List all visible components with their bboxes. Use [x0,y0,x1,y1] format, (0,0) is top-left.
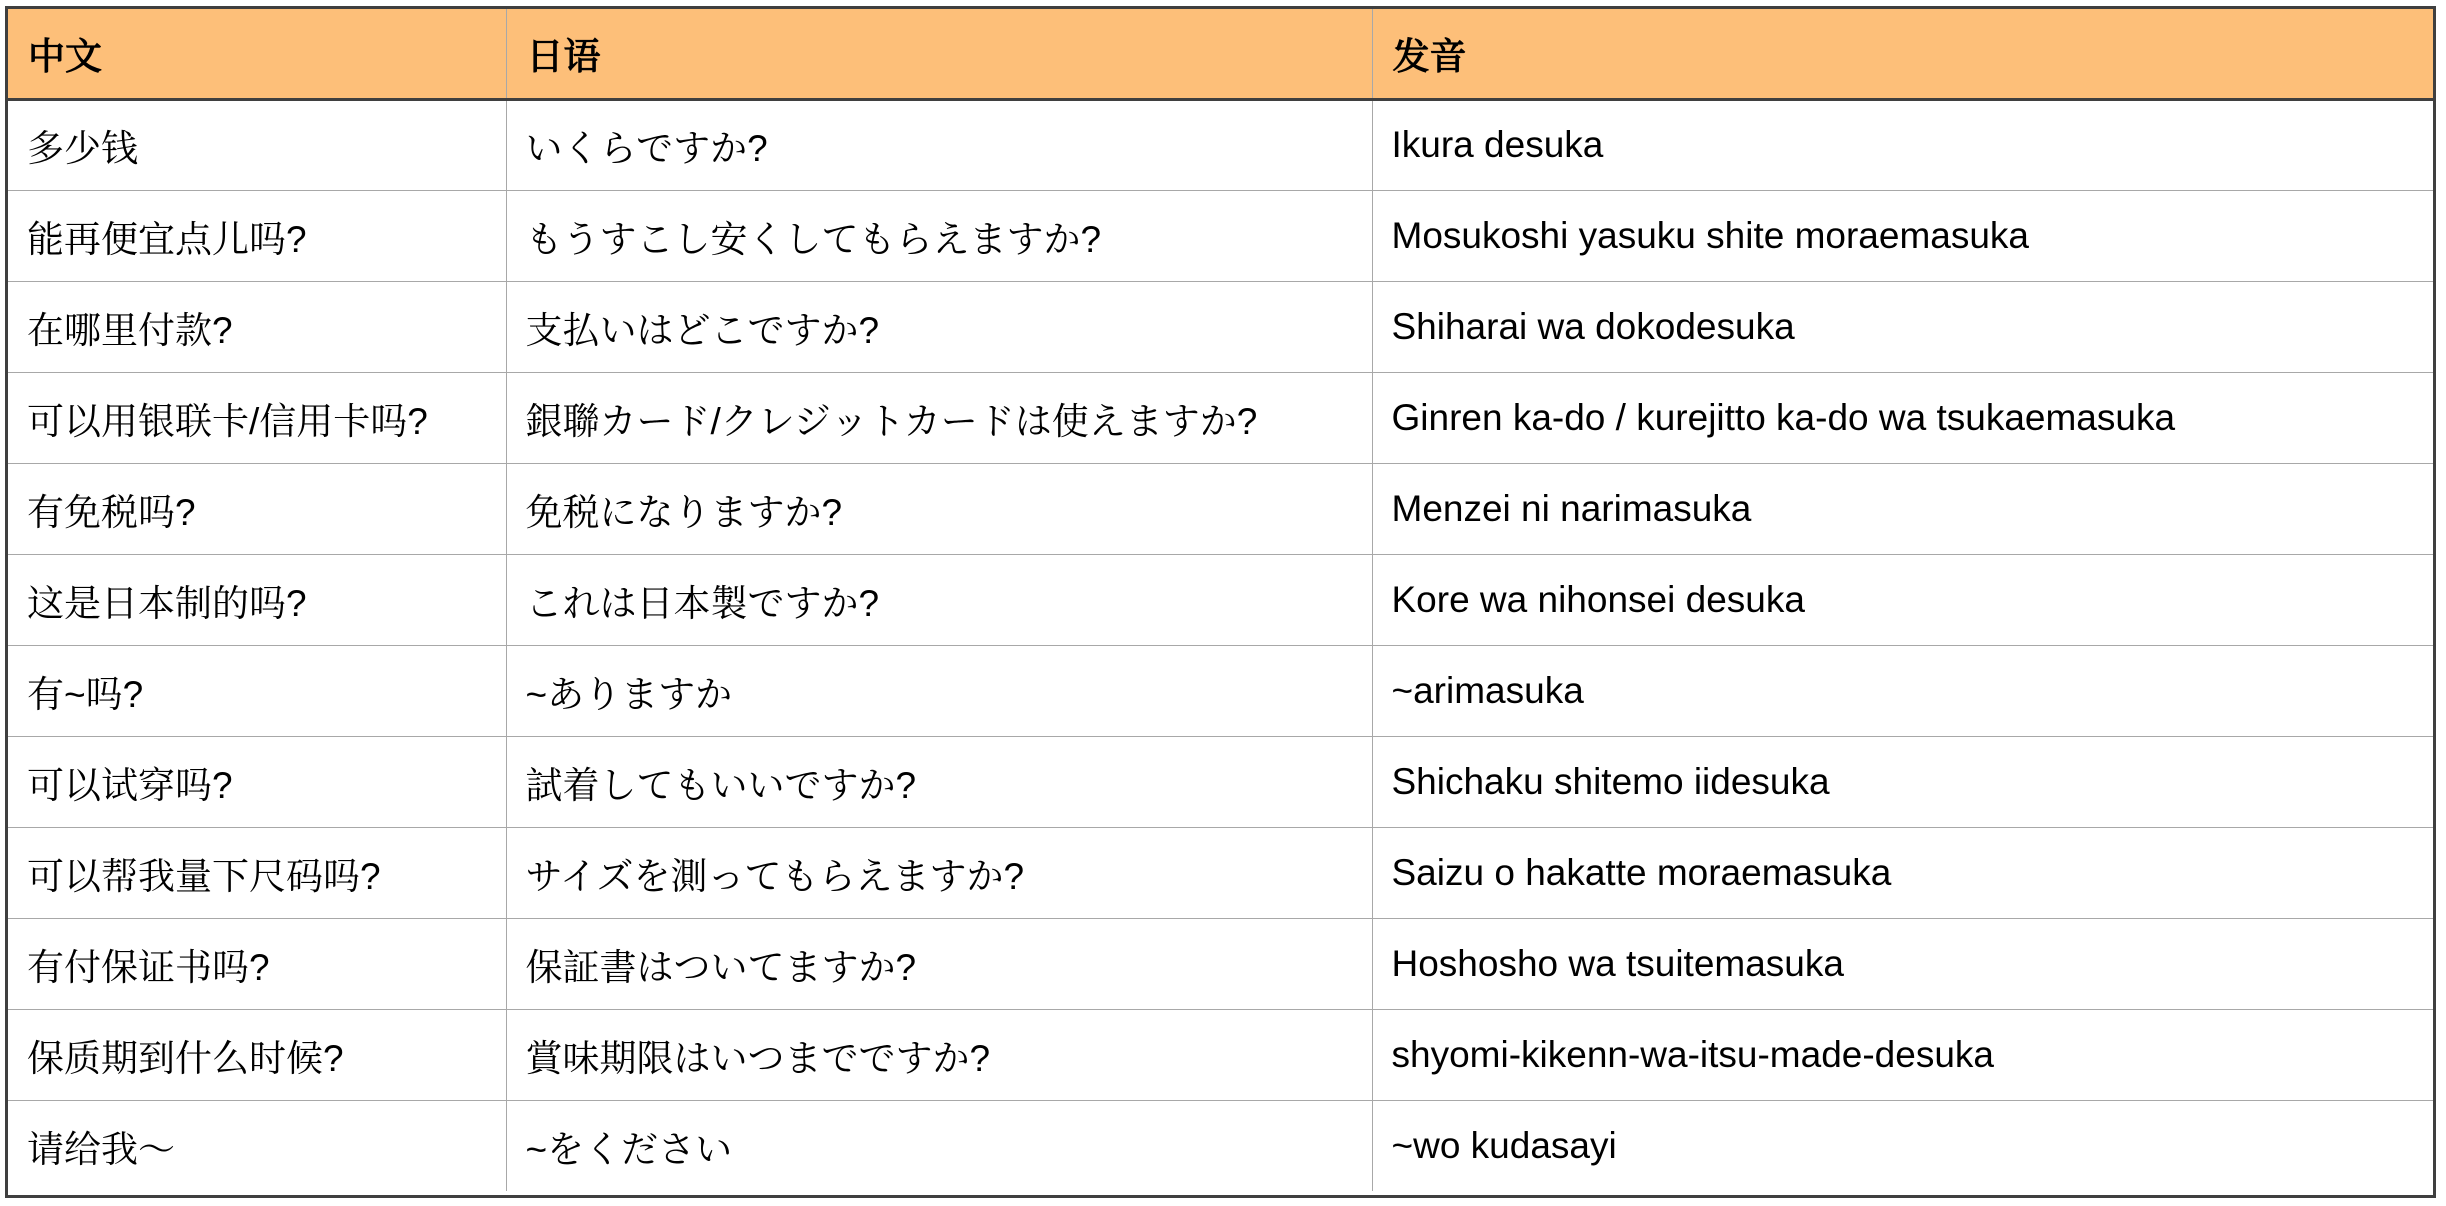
cell-japanese: いくらですか? [506,99,1372,190]
table-row [8,1009,2433,1100]
column-header-pronunciation: 发音 [1372,9,2433,99]
table-row [8,1100,2433,1191]
cell-japanese: 免税になりますか? [506,463,1372,554]
table-row [8,99,2433,190]
cell-chinese: 可以试穿吗? [8,736,506,827]
table-row [8,645,2433,736]
cell-chinese: 有付保证书吗? [8,918,506,1009]
cell-chinese: 请给我～ [8,1100,506,1191]
cell-pronunciation: Shichaku shitemo iidesuka [1372,736,2433,827]
cell-chinese: 这是日本制的吗? [8,554,506,645]
cell-japanese: 試着してもいいですか? [506,736,1372,827]
header-row [8,9,2433,99]
cell-pronunciation: Kore wa nihonsei desuka [1372,554,2433,645]
cell-japanese: サイズを測ってもらえますか? [506,827,1372,918]
cell-japanese: ~をください [506,1100,1372,1191]
table-row [8,918,2433,1009]
table-row [8,372,2433,463]
table-row [8,827,2433,918]
cell-chinese: 有免税吗? [8,463,506,554]
cell-pronunciation: shyomi-kikenn-wa-itsu-made-desuka [1372,1009,2433,1100]
table-header [8,9,2433,99]
cell-japanese: これは日本製ですか? [506,554,1372,645]
table-row [8,281,2433,372]
table-body [8,99,2433,1191]
phrase-table-container [5,6,2436,1198]
column-header-chinese: 中文 [8,9,506,99]
table-row [8,736,2433,827]
table-row [8,554,2433,645]
cell-pronunciation: ~arimasuka [1372,645,2433,736]
cell-japanese: 保証書はついてますか? [506,918,1372,1009]
cell-pronunciation: Ginren ka-do / kurejitto ka-do wa tsukaemasuka [1372,372,2433,463]
cell-japanese: 賞味期限はいつまでですか? [506,1009,1372,1100]
cell-pronunciation: ~wo kudasayi [1372,1100,2433,1191]
cell-chinese: 在哪里付款? [8,281,506,372]
cell-japanese: 支払いはどこですか? [506,281,1372,372]
column-header-japanese: 日语 [506,9,1372,99]
cell-chinese: 多少钱 [27,128,138,169]
table-row [8,463,2433,554]
cell-pronunciation: Mosukoshi yasuku shite moraemasuka [1372,190,2433,281]
cell-chinese: 有~吗? [8,645,506,736]
table-row [8,190,2433,281]
phrase-table [8,9,2433,1191]
cell-chinese: 保质期到什么时候? [8,1009,506,1100]
cell-pronunciation: Saizu o hakatte moraemasuka [1372,827,2433,918]
cell-japanese: ~ありますか [506,645,1372,736]
cell-chinese: 可以帮我量下尺码吗? [8,827,506,918]
cell-chinese: 可以用银联卡/信用卡吗? [8,372,506,463]
cell-japanese: もうすこし安くしてもらえますか? [506,190,1372,281]
cell-pronunciation: Shiharai wa dokodesuka [1372,281,2433,372]
cell-pronunciation: Ikura desuka [1372,99,2433,190]
cell-japanese: 銀聯カード/クレジットカードは使えますか? [506,372,1372,463]
cell-pronunciation: Menzei ni narimasuka [1372,463,2433,554]
cell-pronunciation: Hoshosho wa tsuitemasuka [1372,918,2433,1009]
cell-chinese: 能再便宜点儿吗? [8,190,506,281]
